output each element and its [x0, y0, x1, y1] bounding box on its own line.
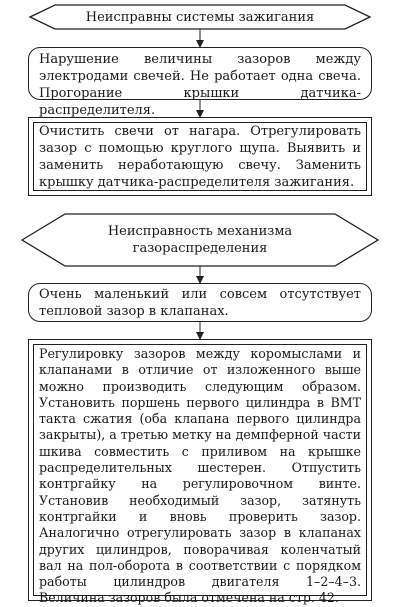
condition-ignition — [60, 5, 340, 29]
cause-ignition-box — [28, 47, 372, 118]
condition-valvetrain — [70, 215, 330, 265]
remedy-valvetrain-text: Регулировку зазоров между коромыслами и клапанами в отличие от изложенного выше можно производить следующим образом. Установить поршень первого цилиндра в ВМТ такта сжатия (оба клапана первого цилиндра закрыты), а третью метку на демпферной части шкива совместить с приливом на крышке распределительных шестерен. Отпустить контргайку на регулировочном винте. Установив необходимый зазор, затянуть контргайки и вновь проверить зазор. Аналогично отрегулировать зазор в клапанах других цилиндров, поворачивая коленчатый вал на пол-оборота в соответствии с порядком работы цилиндров двигателя 1–2–4–3. Величина зазоров была отмечена на стр. 42. — [39, 346, 361, 606]
cause-valvetrain-text: Очень маленький или совсем отсутствует тепловой зазор в клапанах. — [39, 287, 361, 319]
remedy-ignition-box — [28, 117, 372, 196]
remedy-valvetrain-box — [28, 339, 372, 606]
condition-valvetrain-line1: Неисправность механизма — [107, 224, 293, 239]
condition-ignition-text: Неисправны системы зажигания — [85, 9, 315, 25]
cause-ignition-text: Нарушение величины зазоров между электродами свечей. Не работает одна свеча. Прогорание крышки датчика-распределителя. — [39, 52, 361, 118]
remedy-ignition-text: Очистить свечи от нагара. Отрегулировать зазор с помощью круглого щупа. Выявить и заменить неработающую свечу. Заменить крышку датчика-распределителя зажигания. — [39, 124, 361, 190]
cause-valvetrain-box — [28, 283, 372, 322]
condition-valvetrain-line2: газораспределения — [132, 241, 268, 256]
